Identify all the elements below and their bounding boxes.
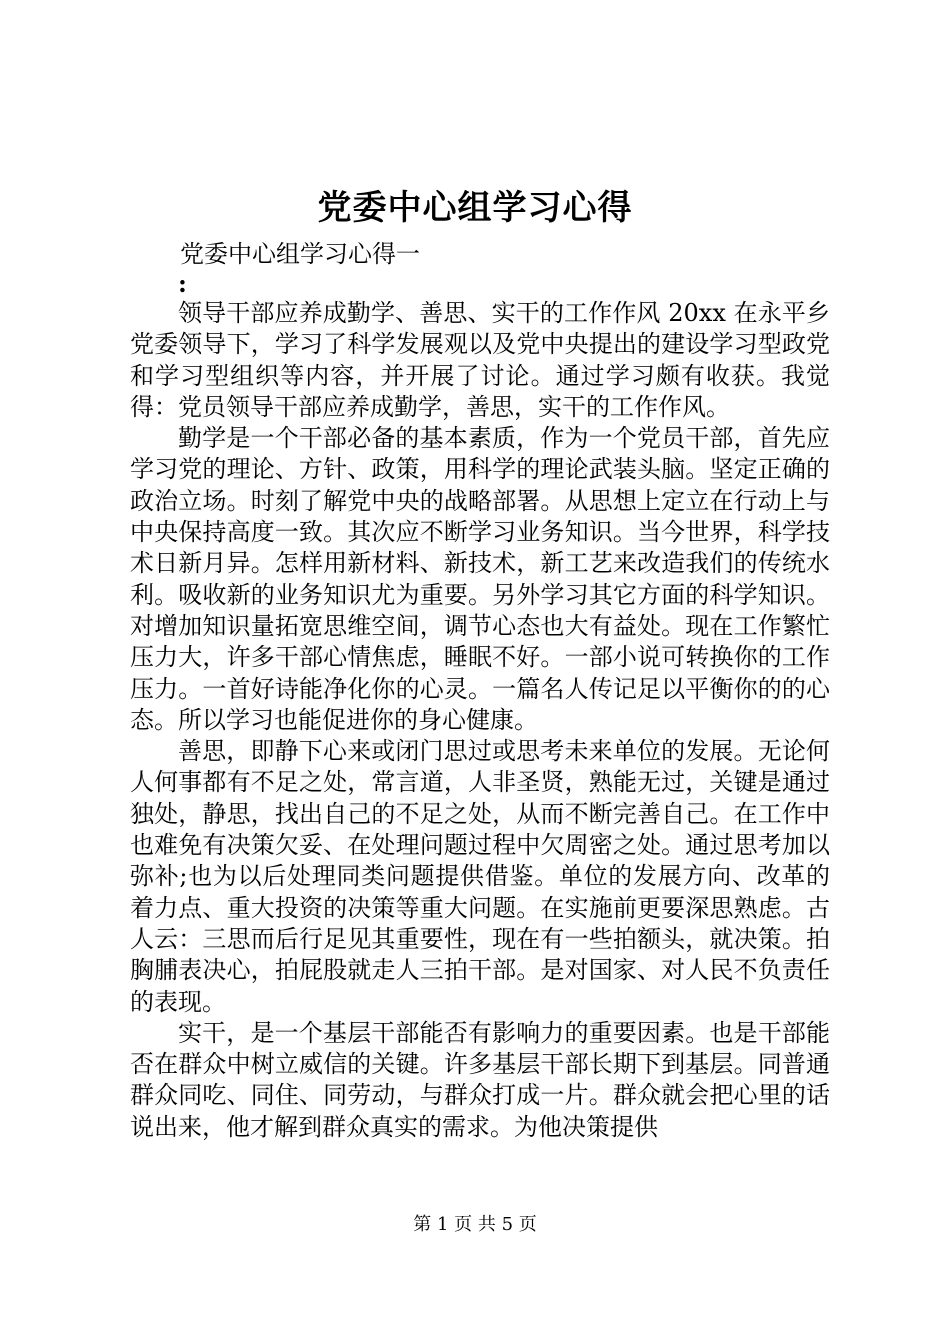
- document-title: 党委中心组学习心得: [317, 188, 633, 228]
- document-body: [130, 298, 830, 1143]
- paragraph-2: 勤学是一个干部必备的基本素质，作为一个党员干部，首先应学习党的理论、方针、政策，用科学的理论武装头脑。坚定正确的政治立场。时刻了解党中央的战略部署。从思想上定立在行动上与中央保持高度一致。其次应不断学习业务知识。当今世界，科学技术日新月异。怎样用新材料、新技术，新工艺来改造我们的传统水利。吸收新的业务知识尤为重要。另外学习其它方面的科学知识。对增加知识量拓宽思维空间，调节心态也大有益处。现在工作繁忙压力大，许多干部心情焦虑，睡眠不好。一部小说可转换你的工作压力。一首好诗能净化你的心灵。一篇名人传记足以平衡你的的心态。所以学习也能促进你的身心健康。: [130, 424, 830, 734]
- subtitle-colon: :: [178, 269, 187, 298]
- page-number-footer: 第 1 页 共 5 页: [413, 1214, 537, 1235]
- document-subtitle: 党委中心组学习心得一: [180, 240, 420, 268]
- paragraph-1: 领导干部应养成勤学、善思、实干的工作作风 20xx 在永平乡党委领导下，学习了科学发展观以及党中央提出的建设学习型政党和学习型组织等内容，并开展了讨论。通过学习颇有收获。我觉得：党员领导干部应养成勤学，善思，实干的工作作风。: [130, 299, 830, 421]
- paragraph-4: 实干，是一个基层干部能否有影响力的重要因素。也是干部能否在群众中树立威信的关键。许多基层干部长期下到基层。同普通群众同吃、同住、同劳动，与群众打成一片。群众就会把心里的话说出来，他才解到群众真实的需求。为他决策提供: [130, 1018, 830, 1141]
- paragraph-3: 善思，即静下心来或闭门思过或思考未来单位的发展。无论何人何事都有不足之处，常言道，人非圣贤，熟能无过，关键是通过独处，静思，找出自己的不足之处，从而不断完善自己。在工作中也难免有决策欠妥、在处理问题过程中欠周密之处。通过思考加以弥补;也为以后处理同类问题提供借鉴。单位的发展方向、改革的着力点、重大投资的决策等重大问题。在实施前更要深思熟虑。古人云：三思而后行足见其重要性，现在有一些拍额头，就决策。拍胸脯表决心，拍屁股就走人三拍干部。是对国家、对人民不负责任的表现。: [130, 737, 830, 1016]
